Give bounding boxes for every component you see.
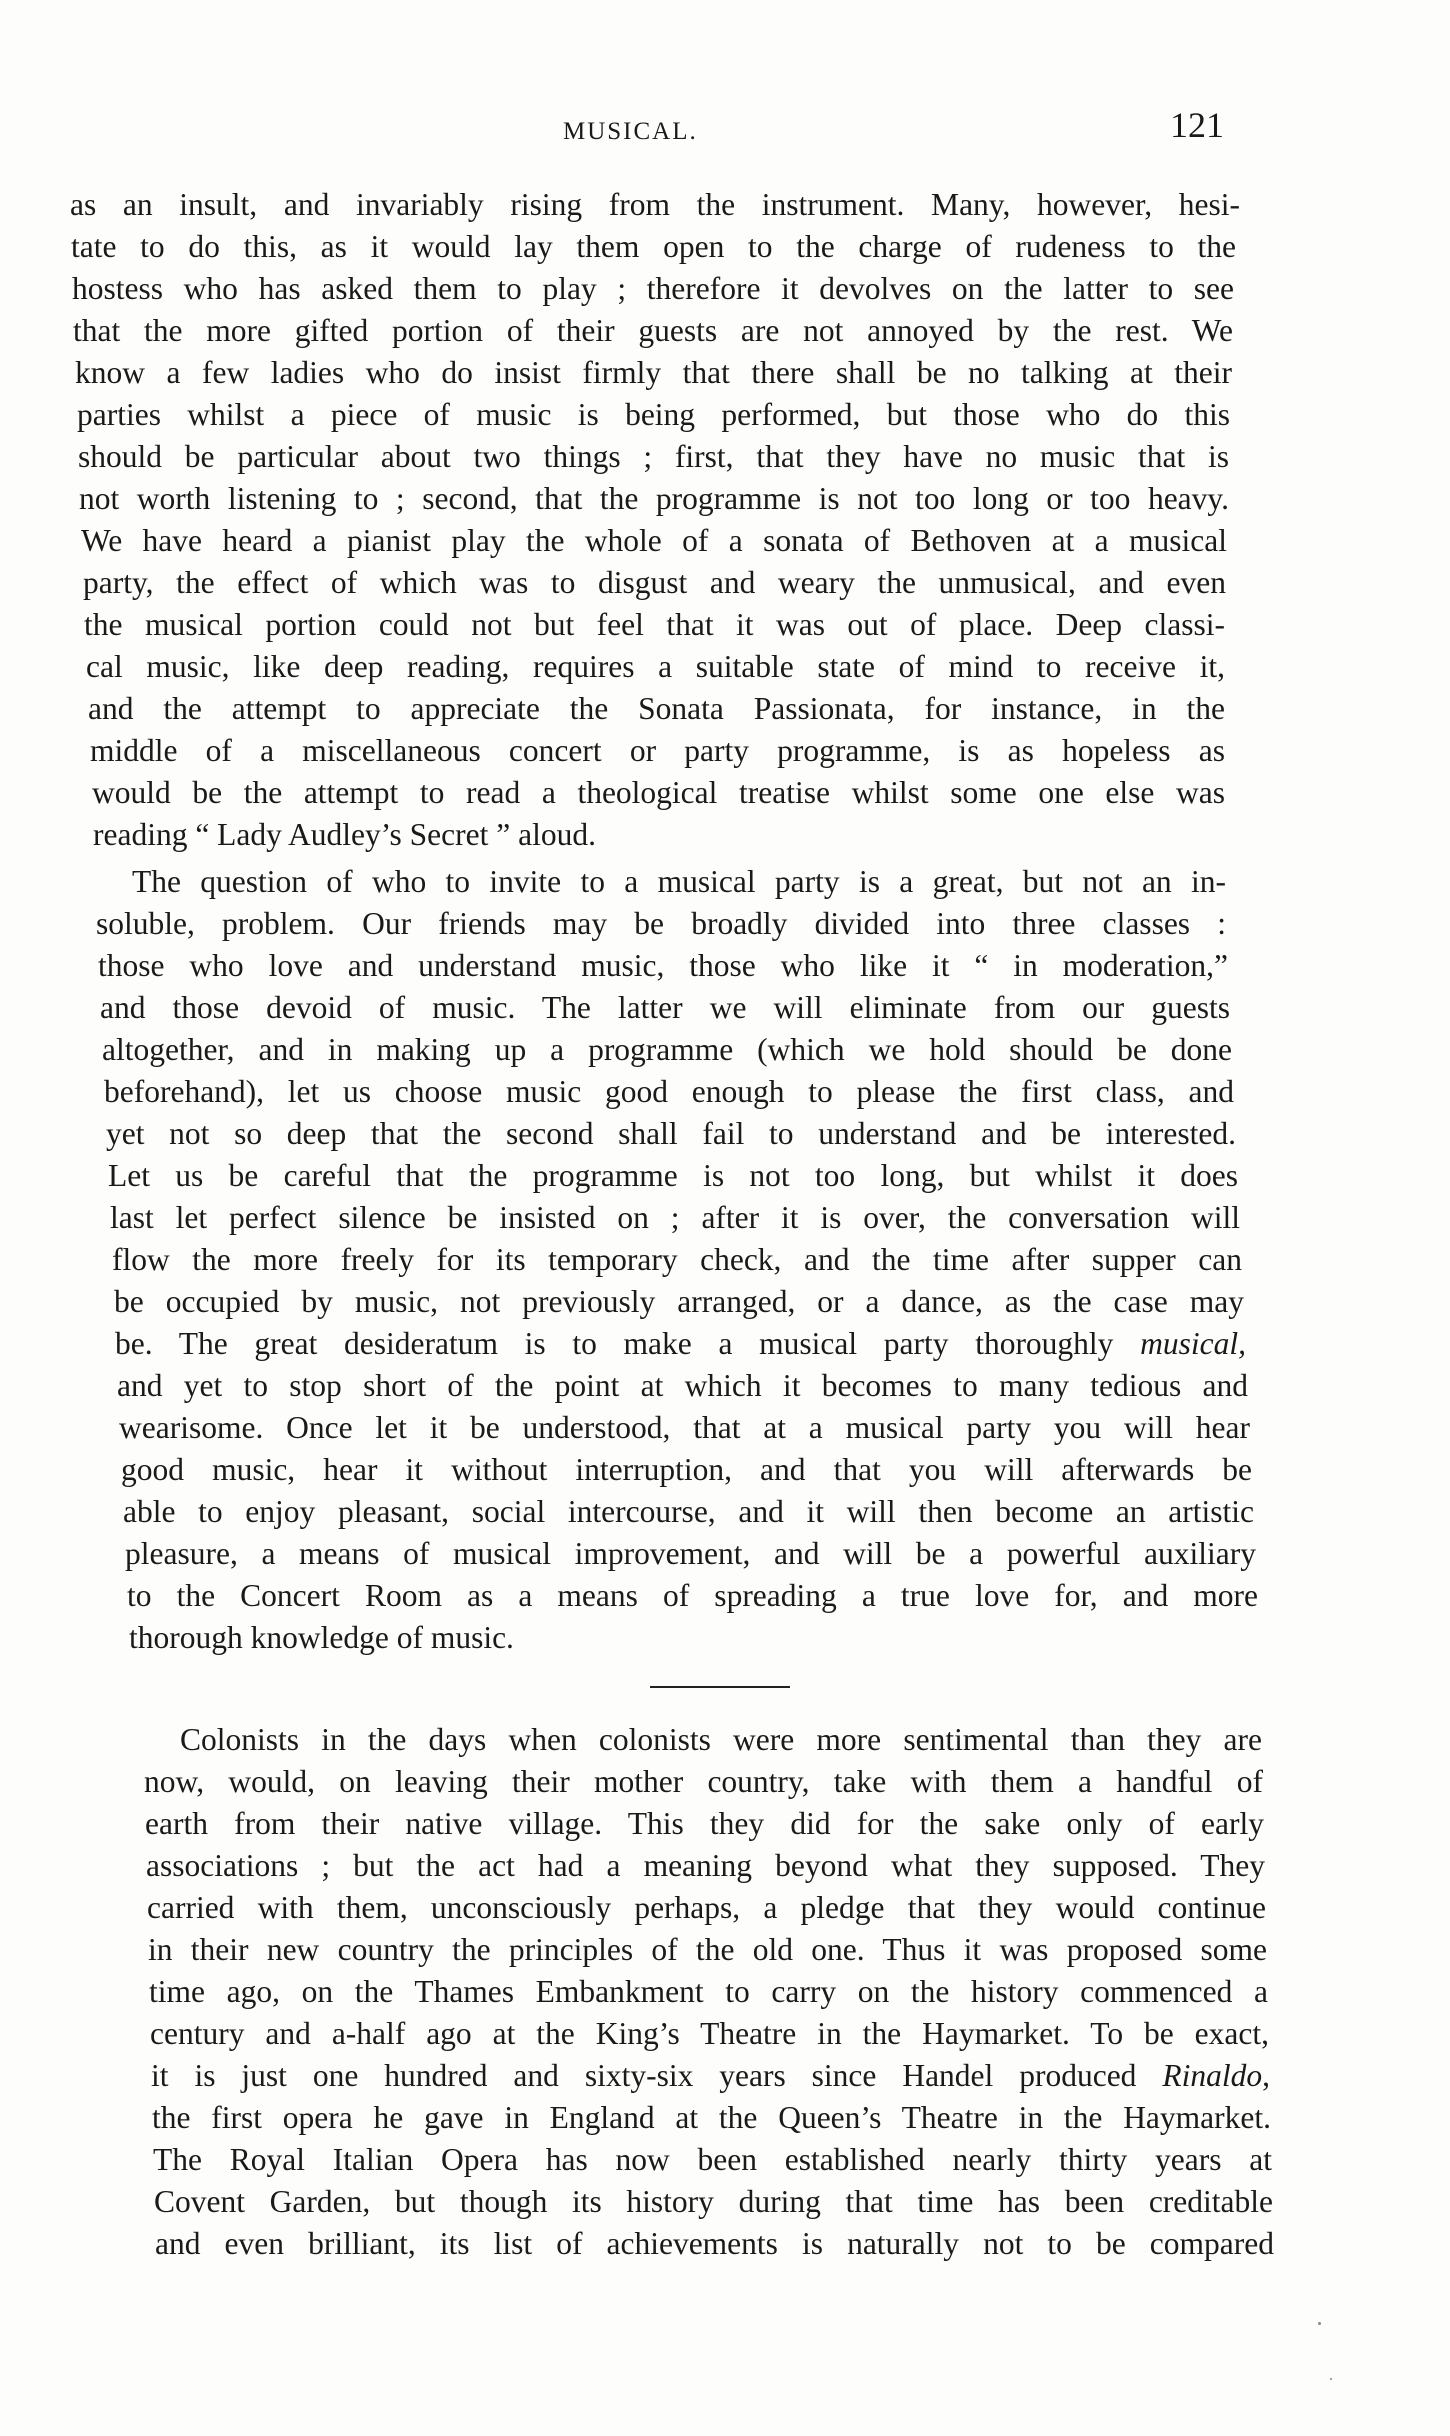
text-line: flow the more freely for its temporary check, and the time after supper can bbox=[112, 1242, 1242, 1277]
text-line: those who love and understand music, those who like it “ in moderation,” bbox=[98, 948, 1228, 983]
text-line: time ago, on the Thames Embankment to carry on the history commenced a bbox=[149, 1974, 1268, 2009]
text-line: parties whilst a piece of music is being performed, but those who do this bbox=[77, 397, 1230, 432]
text-line: in their new country the principles of the old one. Thus it was proposed some bbox=[148, 1932, 1267, 1967]
text-line: be. The great desideratum is to make a musical party thoroughly musical, bbox=[115, 1326, 1246, 1361]
text-line: party, the effect of which was to disgust and weary the unmusical, and even bbox=[83, 565, 1226, 600]
text-line: as an insult, and invariably rising from the instrument. Many, however, hesi- bbox=[70, 187, 1240, 222]
section-separator bbox=[650, 1686, 790, 1688]
text-line: and those devoid of music. The latter we will eliminate from our guests bbox=[100, 990, 1230, 1025]
text-line: good music, hear it without interruption, and that you will afterwards be bbox=[121, 1452, 1252, 1487]
text-line: reading “ Lady Audley’s Secret ” aloud. bbox=[93, 817, 596, 852]
text-line: cal music, like deep reading, requires a suitable state of mind to receive it, bbox=[86, 649, 1225, 684]
text-line: now, would, on leaving their mother country, take with them a handful of bbox=[144, 1764, 1263, 1799]
text-line: earth from their native village. This they did for the sake only of early bbox=[145, 1806, 1264, 1841]
text-line: would be the attempt to read a theological treatise whilst some one else was bbox=[92, 775, 1225, 810]
text-line: wearisome. Once let it be understood, that at a musical party you will hear bbox=[119, 1410, 1250, 1445]
text-line: tate to do this, as it would lay them open to the charge of rudeness to the bbox=[71, 229, 1236, 264]
page-number: 121 bbox=[1170, 105, 1224, 145]
paper-speck bbox=[1330, 2378, 1332, 2380]
text-line: it is just one hundred and sixty-six years since Handel produced Rinaldo, bbox=[151, 2058, 1270, 2093]
text-line: to the Concert Room as a means of spreading a true love for, and more bbox=[127, 1578, 1258, 1613]
text-line: Let us be careful that the programme is not too long, but whilst it does bbox=[108, 1158, 1238, 1193]
text-line: know a few ladies who do insist firmly that there shall be no talking at their bbox=[75, 355, 1232, 390]
text-line: thorough knowledge of music. bbox=[129, 1620, 514, 1655]
text-line: The question of who to invite to a musical party is a great, but not an in- bbox=[132, 864, 1226, 899]
text-line: century and a-half ago at the King’s Theatre in the Haymarket. To be exact, bbox=[150, 2016, 1269, 2051]
text-line: the musical portion could not but feel that it was out of place. Deep classi- bbox=[84, 607, 1225, 642]
text-line: able to enjoy pleasant, social intercourse, and it will then become an artistic bbox=[123, 1494, 1254, 1529]
text-line: not worth listening to ; second, that the programme is not too long or too heavy. bbox=[79, 481, 1229, 516]
text-line: last let perfect silence be insisted on ; after it is over, the conversation will bbox=[110, 1200, 1240, 1235]
text-line: Colonists in the days when colonists were more sentimental than they are bbox=[180, 1722, 1262, 1757]
paper-speck bbox=[1318, 2322, 1321, 2325]
text-line: and yet to stop short of the point at which it becomes to many tedious and bbox=[117, 1368, 1248, 1403]
text-line: and the attempt to appreciate the Sonata Passionata, for instance, in the bbox=[88, 691, 1225, 726]
text-line: that the more gifted portion of their guests are not annoyed by the rest. We bbox=[73, 313, 1233, 348]
text-line: the first opera he gave in England at the Queen’s Theatre in the Haymarket. bbox=[152, 2100, 1271, 2135]
text-line: soluble, problem. Our friends may be broadly divided into three classes : bbox=[96, 906, 1226, 941]
text-line: be occupied by music, not previously arranged, or a dance, as the case may bbox=[114, 1284, 1244, 1319]
text-line: Covent Garden, but though its history during that time has been creditable bbox=[154, 2184, 1273, 2219]
text-line: pleasure, a means of musical improvement, and will be a powerful auxiliary bbox=[125, 1536, 1256, 1571]
text-line: The Royal Italian Opera has now been established nearly thirty years at bbox=[153, 2142, 1272, 2177]
text-line: We have heard a pianist play the whole of a sonata of Bethoven at a musical bbox=[81, 523, 1227, 558]
running-head bbox=[0, 105, 1450, 152]
text-line: beforehand), let us choose music good enough to please the first class, and bbox=[104, 1074, 1234, 1109]
text-line: yet not so deep that the second shall fail to understand and be interested. bbox=[106, 1116, 1236, 1151]
text-line: associations ; but the act had a meaning beyond what they supposed. They bbox=[146, 1848, 1265, 1883]
text-line: altogether, and in making up a programme (which we hold should be done bbox=[102, 1032, 1232, 1067]
text-line: carried with them, unconsciously perhaps, a pledge that they would continue bbox=[147, 1890, 1266, 1925]
text-line: middle of a miscellaneous concert or party programme, is as hopeless as bbox=[90, 733, 1225, 768]
running-title: MUSICAL. bbox=[563, 118, 698, 145]
text-line: and even brilliant, its list of achievements is naturally not to be compared bbox=[155, 2226, 1274, 2261]
text-line: hostess who has asked them to play ; therefore it devolves on the latter to see bbox=[72, 271, 1234, 306]
text-line: should be particular about two things ; first, that they have no music that is bbox=[78, 439, 1229, 474]
